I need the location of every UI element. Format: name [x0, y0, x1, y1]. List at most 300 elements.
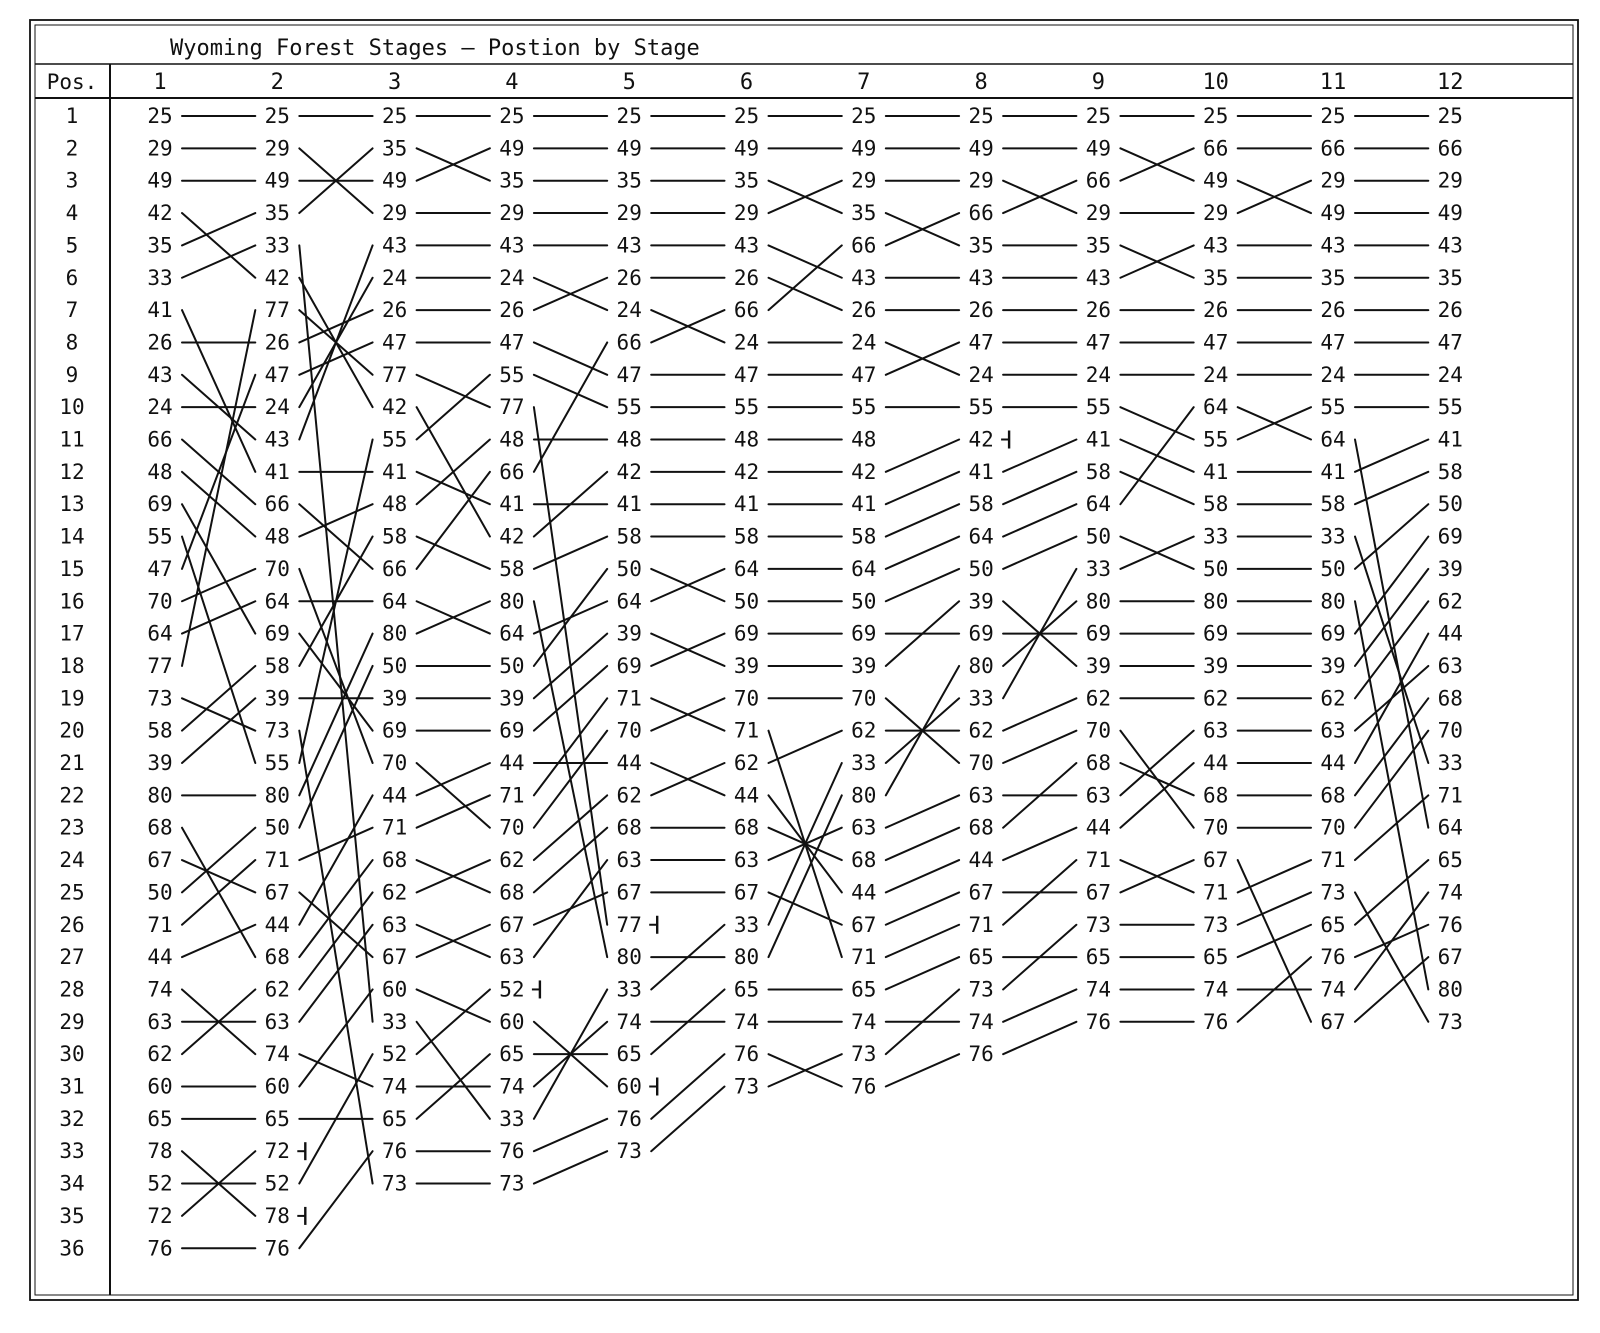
- cell-value: 58: [616, 524, 642, 549]
- cell-value: 55: [499, 362, 525, 387]
- cell-value: 25: [1320, 104, 1346, 128]
- connector-43: [299, 245, 372, 439]
- cell-value: 50: [733, 589, 760, 614]
- cell-value: 73: [1203, 912, 1229, 937]
- connector-33: [182, 245, 255, 277]
- cell-value: 55: [616, 395, 642, 420]
- cell-value: 49: [381, 168, 408, 193]
- connector-26: [299, 310, 372, 342]
- cell-value: 73: [499, 1171, 525, 1196]
- cell-value: 68: [968, 815, 994, 840]
- position-label: 25: [59, 880, 85, 905]
- cell-value: 24: [1203, 362, 1229, 387]
- cell-value: 62: [1203, 686, 1229, 711]
- cell-value: 76: [733, 1042, 760, 1067]
- connector-48: [417, 440, 490, 505]
- cell-value: 39: [381, 686, 408, 711]
- cell-value: 25: [968, 104, 994, 128]
- cell-value: 76: [1437, 912, 1463, 937]
- connector-58: [1355, 472, 1428, 504]
- cell-value: 24: [968, 362, 994, 387]
- cell-value: 33: [499, 1106, 525, 1131]
- cell-value: 69: [1085, 621, 1112, 646]
- cell-value: 66: [381, 556, 408, 581]
- cell-value: 66: [264, 492, 290, 517]
- cell-value: 39: [147, 751, 173, 775]
- cell-value: 70: [851, 686, 877, 711]
- cell-value: 33: [616, 977, 642, 1002]
- connector-42: [182, 213, 255, 278]
- cell-value: 52: [147, 1171, 173, 1196]
- cell-value: 26: [264, 330, 290, 355]
- position-label: 29: [59, 1009, 85, 1034]
- position-label: 35: [59, 1203, 85, 1228]
- cell-value: 64: [264, 589, 290, 614]
- cell-value: 55: [381, 427, 408, 452]
- cell-value: 33: [733, 912, 760, 937]
- cell-value: 26: [968, 298, 994, 323]
- connector-44: [417, 763, 490, 795]
- stage-header-4: 4: [505, 70, 519, 95]
- cell-value: 65: [381, 1106, 408, 1131]
- cell-value: 67: [147, 848, 173, 873]
- cell-value: 44: [1203, 751, 1229, 775]
- cell-value: 74: [851, 1009, 877, 1034]
- cell-value: 35: [1320, 265, 1346, 290]
- connector-76: [534, 1119, 607, 1151]
- cell-value: 74: [968, 1009, 994, 1034]
- cell-value: 74: [616, 1009, 642, 1034]
- position-label: 23: [59, 815, 85, 840]
- cell-value: 71: [381, 815, 408, 840]
- connector-67: [1355, 957, 1428, 1022]
- connector-50: [182, 828, 255, 893]
- connector-69: [534, 666, 607, 731]
- cell-value: 39: [499, 686, 525, 711]
- stage-header-10: 10: [1202, 70, 1229, 95]
- connector-66: [769, 245, 842, 310]
- cell-value: 50: [1320, 556, 1346, 581]
- connector-58: [1003, 472, 1076, 504]
- cell-value: 77: [147, 653, 173, 678]
- cell-value: 62: [264, 977, 290, 1002]
- cell-value: 66: [616, 330, 642, 355]
- connector-55: [534, 375, 607, 407]
- stage-header-11: 11: [1319, 70, 1347, 95]
- cell-value: 58: [147, 718, 173, 743]
- cell-value: 44: [968, 848, 994, 873]
- cell-value: 39: [851, 653, 877, 678]
- connector-50: [534, 569, 607, 666]
- cell-value: 71: [1437, 783, 1463, 808]
- cell-value: 66: [499, 459, 525, 484]
- stage-header-6: 6: [739, 70, 754, 95]
- cell-value: 39: [616, 621, 642, 646]
- cell-value: 60: [147, 1074, 173, 1099]
- connector-65: [886, 957, 959, 989]
- position-label: 16: [59, 589, 85, 614]
- cell-value: 47: [1085, 330, 1112, 355]
- cell-value: 74: [1320, 977, 1346, 1002]
- cell-value: 71: [851, 945, 877, 970]
- cell-value: 24: [851, 330, 877, 355]
- cell-value: 41: [381, 459, 408, 484]
- cell-value: 50: [381, 653, 408, 678]
- cell-value: 24: [381, 265, 408, 290]
- cell-value: 25: [1437, 104, 1463, 128]
- cell-value: 67: [1203, 848, 1229, 873]
- cell-value: 69: [499, 718, 525, 743]
- cell-value: 66: [147, 427, 173, 452]
- cell-value: 66: [851, 233, 877, 258]
- connector-44: [886, 860, 959, 892]
- connector-42: [886, 440, 959, 472]
- cell-value: 62: [851, 718, 877, 743]
- cell-value: 64: [381, 589, 408, 614]
- connector-71: [417, 795, 490, 827]
- stage-header-3: 3: [387, 70, 402, 95]
- cell-value: 55: [968, 395, 994, 420]
- cell-value: 49: [147, 168, 173, 193]
- connectors: [182, 116, 1428, 1248]
- cell-value: 74: [1203, 977, 1229, 1002]
- cell-value: 65: [264, 1106, 290, 1131]
- cell-value: 68: [616, 815, 642, 840]
- cell-value: 41: [851, 492, 877, 517]
- cell-value: 62: [1320, 686, 1346, 711]
- cell-value: 44: [851, 880, 877, 905]
- position-label: 31: [59, 1074, 85, 1099]
- cell-value: 42: [733, 459, 760, 484]
- cell-value: 68: [1085, 751, 1112, 775]
- connector-39: [534, 634, 607, 699]
- cell-value: 39: [1320, 653, 1346, 678]
- cell-value: 49: [733, 136, 760, 161]
- cell-value: 44: [264, 912, 290, 937]
- cell-value: 55: [1203, 427, 1229, 452]
- cell-value: 29: [499, 201, 525, 226]
- cell-value: 47: [264, 362, 290, 387]
- cell-value: 39: [264, 686, 290, 711]
- cell-value: 43: [733, 233, 760, 258]
- cell-value: 25: [1203, 104, 1229, 128]
- cell-value: 76: [1320, 945, 1346, 970]
- cell-value: 50: [147, 880, 173, 905]
- cell-value: 65: [616, 1042, 642, 1067]
- cell-value: 58: [968, 492, 994, 517]
- cell-value: 35: [1437, 265, 1463, 290]
- cell-value: 60: [264, 1074, 290, 1099]
- cell-value: 47: [1437, 330, 1463, 355]
- cell-value: 65: [851, 977, 877, 1002]
- cell-value: 77: [499, 395, 525, 420]
- connector-64: [1120, 407, 1193, 504]
- cell-value: 24: [1320, 362, 1346, 387]
- cell-value: 49: [1085, 136, 1112, 161]
- cell-value: 49: [1437, 201, 1463, 226]
- cell-value: 66: [1437, 136, 1463, 161]
- cell-value: 49: [264, 168, 290, 193]
- cell-value: 29: [1437, 168, 1463, 193]
- cell-value: 50: [1085, 524, 1112, 549]
- cell-value: 62: [733, 751, 760, 775]
- cell-value: 50: [499, 653, 525, 678]
- cell-value: 80: [616, 945, 642, 970]
- cell-value: 26: [1085, 298, 1112, 323]
- cell-value: 63: [381, 912, 408, 937]
- cell-value: 63: [264, 1009, 290, 1034]
- cell-value: 33: [1203, 524, 1229, 549]
- cell-value: 47: [499, 330, 525, 355]
- cell-value: 43: [616, 233, 642, 258]
- cell-value: 73: [851, 1042, 877, 1067]
- cell-value: 66: [733, 298, 760, 323]
- cell-value: 77: [381, 362, 408, 387]
- connector-70: [1003, 731, 1076, 763]
- cell-value: 68: [381, 848, 408, 873]
- cell-value: 76: [968, 1042, 994, 1067]
- cell-value: 68: [1320, 783, 1346, 808]
- position-label: 6: [65, 265, 79, 290]
- cell-value: 43: [499, 233, 525, 258]
- cell-value: 50: [1203, 556, 1229, 581]
- cell-value: 47: [1320, 330, 1346, 355]
- stage-header-12: 12: [1437, 70, 1464, 95]
- connector-67: [182, 860, 255, 892]
- cell-value: 41: [1320, 459, 1346, 484]
- cell-value: 76: [264, 1236, 290, 1261]
- connector-50: [886, 569, 959, 601]
- cell-value: 58: [1085, 459, 1112, 484]
- cell-value: 69: [264, 621, 290, 646]
- connector-66: [534, 342, 607, 471]
- connector-41: [1003, 440, 1076, 472]
- connector-73: [1238, 892, 1311, 924]
- cell-value: 63: [616, 848, 642, 873]
- cell-value: 65: [1085, 945, 1112, 970]
- cell-value: 64: [1085, 492, 1112, 517]
- cell-value: 63: [1437, 653, 1463, 678]
- position-label: 27: [59, 945, 85, 970]
- stage-headers: [153, 70, 1463, 95]
- stage-header-8: 8: [974, 70, 988, 95]
- connector-43: [769, 245, 842, 277]
- connector-74: [1355, 892, 1428, 989]
- cell-value: 33: [381, 1009, 408, 1034]
- stage-header-2: 2: [270, 70, 284, 95]
- cell-value: 41: [616, 492, 642, 517]
- cell-value: 69: [968, 621, 994, 646]
- cell-value: 25: [264, 104, 290, 128]
- cell-value: 74: [381, 1074, 408, 1099]
- connector-48: [299, 504, 372, 536]
- cell-value: 48: [616, 427, 642, 452]
- cell-value: 63: [499, 945, 525, 970]
- cell-value: 78: [264, 1203, 290, 1228]
- connector-74: [1003, 989, 1076, 1021]
- cell-value: 52: [381, 1042, 408, 1067]
- cell-value: 33: [851, 751, 877, 775]
- cell-value: 77: [616, 912, 642, 937]
- cell-value: 26: [733, 265, 760, 290]
- cell-value: 68: [264, 945, 290, 970]
- cell-value: 64: [499, 621, 525, 646]
- connector-64: [1003, 504, 1076, 536]
- cell-value: 29: [851, 168, 877, 193]
- cell-value: 80: [381, 621, 408, 646]
- cell-value: 29: [147, 136, 173, 161]
- cell-value: 58: [381, 524, 408, 549]
- connector-64: [1355, 440, 1428, 828]
- connector-26: [769, 278, 842, 310]
- cell-value: 80: [733, 945, 760, 970]
- cell-value: 74: [147, 977, 173, 1002]
- position-label: 15: [59, 556, 85, 581]
- cell-value: 70: [1203, 815, 1229, 840]
- cell-value: 77: [264, 298, 290, 323]
- connector-76: [651, 1054, 724, 1119]
- connector-47: [182, 375, 255, 569]
- cell-value: 74: [1085, 977, 1112, 1002]
- connector-77: [417, 375, 490, 407]
- cell-value: 43: [1437, 233, 1463, 258]
- cell-value: 42: [264, 265, 290, 290]
- cell-value: 29: [1203, 201, 1229, 226]
- connector-44: [1120, 763, 1193, 828]
- cell-value: 35: [1085, 233, 1112, 258]
- cell-value: 65: [968, 945, 994, 970]
- cell-value: 58: [851, 524, 877, 549]
- cell-value: 74: [264, 1042, 290, 1067]
- stage-header-9: 9: [1091, 70, 1106, 95]
- cell-value: 29: [968, 168, 994, 193]
- connector-65: [1238, 925, 1311, 957]
- connector-71: [886, 925, 959, 957]
- cell-value: 74: [499, 1074, 525, 1099]
- cell-value: 69: [147, 492, 173, 517]
- cell-value: 67: [851, 912, 877, 937]
- cell-value: 67: [1437, 945, 1463, 970]
- position-label: 7: [65, 298, 79, 323]
- chart-title: Wyoming Forest Stages — Postion by Stage: [170, 36, 700, 61]
- position-label: 32: [59, 1106, 85, 1131]
- cell-value: 42: [499, 524, 525, 549]
- cell-value: 26: [499, 298, 525, 323]
- cell-value: 66: [968, 201, 994, 226]
- cell-value: 55: [1085, 395, 1112, 420]
- connector-73: [299, 731, 372, 1184]
- cell-value: 71: [1320, 848, 1346, 873]
- position-label: 20: [59, 718, 85, 743]
- cell-value: 25: [147, 104, 173, 128]
- cell-value: 24: [1437, 362, 1463, 387]
- cell-value: 47: [381, 330, 408, 355]
- cell-value: 33: [968, 686, 994, 711]
- connector-66: [417, 472, 490, 569]
- cell-value: 49: [1320, 201, 1346, 226]
- cell-value: 55: [1437, 395, 1463, 420]
- position-label: 8: [65, 330, 79, 355]
- stage-header-5: 5: [622, 70, 636, 95]
- cell-value: 25: [381, 104, 408, 128]
- connector-63: [1120, 731, 1193, 796]
- cell-value: 80: [968, 653, 994, 678]
- cell-value: 48: [264, 524, 290, 549]
- cell-value: 58: [1203, 492, 1229, 517]
- cell-value: 70: [147, 589, 173, 614]
- cell-value: 41: [147, 298, 173, 323]
- cell-value: 70: [733, 686, 760, 711]
- cell-value: 55: [733, 395, 760, 420]
- cell-value: 71: [264, 848, 290, 873]
- cell-value: 58: [1437, 459, 1463, 484]
- connector-76: [886, 1054, 959, 1086]
- cell-value: 73: [147, 686, 173, 711]
- cell-value: 58: [733, 524, 760, 549]
- cell-value: 43: [147, 362, 173, 387]
- cell-value: 33: [1437, 751, 1463, 775]
- connector-48: [182, 472, 255, 537]
- cell-value: 71: [733, 718, 760, 743]
- cell-value: 44: [1320, 751, 1346, 775]
- cell-value: 43: [968, 265, 994, 290]
- position-label: 34: [59, 1171, 85, 1196]
- cell-value: 26: [381, 298, 408, 323]
- cell-value: 49: [968, 136, 994, 161]
- cell-value: 49: [851, 136, 877, 161]
- cell-value: 55: [851, 395, 877, 420]
- cell-value: 62: [968, 718, 994, 743]
- cell-value: 35: [733, 168, 760, 193]
- cell-value: 69: [733, 621, 760, 646]
- connector-35: [182, 213, 255, 245]
- connector-68: [886, 828, 959, 860]
- cell-value: 44: [1085, 815, 1112, 840]
- cell-value: 24: [616, 298, 642, 323]
- cell-value: 41: [499, 492, 525, 517]
- cell-value: 73: [616, 1139, 642, 1164]
- cell-value: 42: [851, 459, 877, 484]
- cell-value: 55: [147, 524, 173, 549]
- position-label: 10: [59, 395, 85, 420]
- connector-60: [417, 989, 490, 1021]
- cell-value: 68: [1437, 686, 1463, 711]
- cell-value: 44: [499, 751, 525, 775]
- cell-value: 73: [1085, 912, 1112, 937]
- cell-value: 48: [733, 427, 760, 452]
- cell-value: 63: [1203, 718, 1229, 743]
- cell-value: 69: [616, 653, 642, 678]
- cell-value: 76: [851, 1074, 877, 1099]
- position-label: 17: [59, 621, 85, 646]
- cell-value: 80: [1437, 977, 1463, 1002]
- cell-value: 68: [1203, 783, 1229, 808]
- connector-73: [182, 698, 255, 730]
- cell-value: 48: [499, 427, 525, 452]
- cell-value: 62: [499, 848, 525, 873]
- cell-value: 71: [968, 912, 994, 937]
- cell-value: 26: [1320, 298, 1346, 323]
- position-label: 3: [65, 168, 79, 193]
- cell-value: 50: [264, 815, 290, 840]
- cell-value: 70: [1437, 718, 1463, 743]
- cell-value: 49: [1203, 168, 1229, 193]
- cell-value: 68: [147, 815, 173, 840]
- cell-value: 64: [1203, 395, 1229, 420]
- cell-value: 43: [1203, 233, 1229, 258]
- connector-76: [1003, 1022, 1076, 1054]
- cell-value: 68: [733, 815, 760, 840]
